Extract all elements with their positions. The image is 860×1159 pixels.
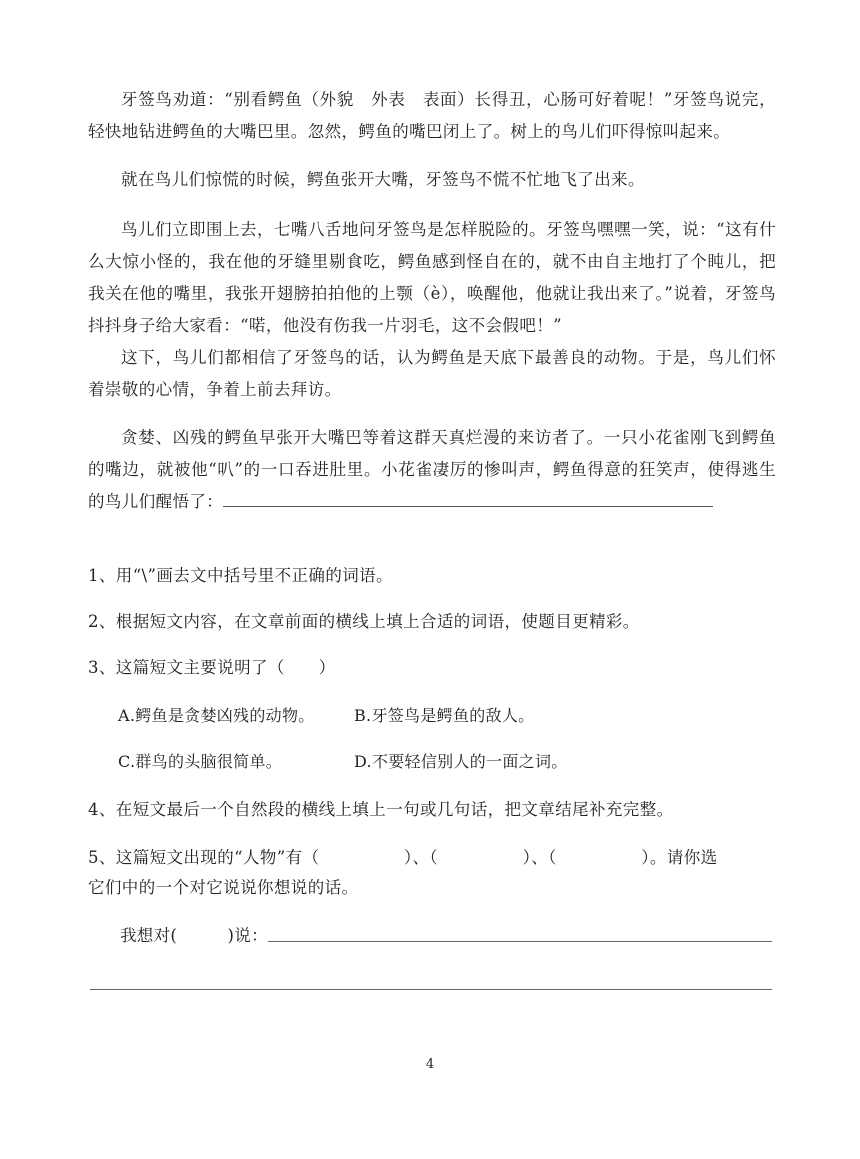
question-3: 3、这篇短文主要说明了（ ） (88, 658, 336, 677)
answer-prefix: 我想对( )说： (120, 926, 268, 945)
paragraph-4: 这下，鸟儿们都相信了牙签鸟的话，认为鳄鱼是天底下最善良的动物。于是，鸟儿们怀着崇敬的心情，争着上前去拜访。 (88, 348, 776, 399)
page-number: 4 (425, 1057, 435, 1072)
question-5-line-2: 它们中的一个对它说说你想说的话。 (88, 878, 359, 897)
option-c[interactable]: C.群鸟的头脑很简单。 (118, 752, 283, 771)
answer-line-2[interactable] (90, 989, 772, 990)
paragraph-5-text: 贪婪、凶残的鳄鱼早张开大嘴巴等着这群天真烂漫的来访者了。一只小花雀刚飞到鳄鱼的嘴边，就被他“叭”的一口吞进肚里。小花雀凄厉的惨叫声，鳄鱼得意的狂笑声，使得逃生的鸟儿们醒悟了： (88, 428, 776, 511)
paragraph-1: 牙签鸟劝道：“别看鳄鱼（外貌 外表 表面）长得丑，心肠可好着呢！”牙签鸟说完，轻快地钻进鳄鱼的大嘴巴里。忽然，鳄鱼的嘴巴闭上了。树上的鸟儿们吓得惊叫起来。 (88, 90, 776, 141)
option-d[interactable]: D.不要轻信别人的一面之词。 (354, 752, 568, 771)
option-b[interactable]: B.牙签鸟是鳄鱼的敌人。 (354, 706, 535, 725)
answer-line-1[interactable] (268, 941, 772, 942)
option-a[interactable]: A.鳄鱼是贪婪凶残的动物。 (118, 706, 315, 725)
question-4: 4、在短文最后一个自然段的横线上填上一句或几句话，把文章结尾补充完整。 (88, 800, 674, 819)
ending-blank-line[interactable] (223, 505, 713, 507)
paragraph-5 (88, 422, 776, 518)
question-1: 1、用“\”画去文中括号里不正确的词语。 (88, 566, 393, 585)
paragraph-3: 鸟儿们立即围上去，七嘴八舌地问牙签鸟是怎样脱险的。牙签鸟嘿嘿一笑，说：“这有什么大惊小怪的，我在他的牙缝里剔食吃，鳄鱼感到怪自在的，就不由自主地打了个盹儿，把我关在他的嘴里，我张开翅膀拍拍他的上颚（è），唤醒他，他就让我出来了。”说着，牙签鸟抖抖身子给大家看：“喏，他没有伤我一片羽毛，这不会假吧！” (88, 220, 776, 335)
question-2: 2、根据短文内容，在文章前面的横线上填上合适的词语，使题目更精彩。 (88, 612, 640, 631)
paragraph-2: 就在鸟儿们惊慌的时候，鳄鱼张开大嘴，牙签鸟不慌不忙地飞了出来。 (121, 170, 645, 189)
question-5-line-1: 5、这篇短文出现的“人物”有（ ）、（ ）、（ ）。请你选 (88, 848, 718, 867)
